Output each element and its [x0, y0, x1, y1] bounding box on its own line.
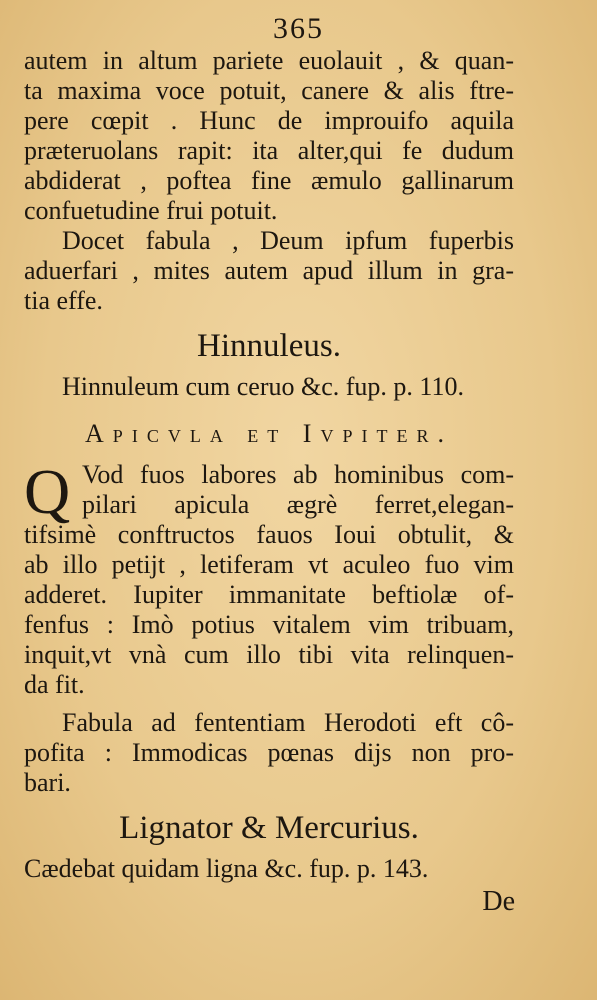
page-number: 365: [273, 12, 324, 45]
text-line: autem in altum pariete euolauit , & quan-: [24, 46, 514, 75]
text-line: da fit.: [24, 670, 85, 699]
moral-paragraph: [24, 708, 514, 798]
text-line: confuetudine frui potuit.: [24, 196, 278, 225]
text-line: fenfus : Imò potius vitalem vim tribuam,: [24, 610, 514, 639]
text-line: ab illo petijt , letiferam vt aculeo fuo vim: [24, 550, 514, 579]
text-line: pere cœpit . Hunc de improuifo aquila: [24, 106, 514, 135]
text-line: abdiderat , poftea fine æmulo gallinarum: [24, 166, 514, 195]
cross-reference: Cædebat quidam ligna &c. fup. p. 143.: [24, 854, 429, 883]
text-line: bari.: [24, 768, 71, 797]
text-line: inquit,vt vnà cum illo tibi vita relinquen-: [24, 640, 514, 669]
fable-title-hinnuleus: Hinnuleus.: [197, 328, 341, 364]
catchword: De: [482, 886, 515, 917]
text-line: adderet. Iupiter immanitate beftiolæ of-: [24, 580, 514, 609]
text-line: Docet fabula , Deum ipfum fuperbis: [62, 226, 514, 255]
fable-title-lignator: Lignator & Mercurius.: [119, 810, 419, 846]
fable-paragraph: [24, 456, 514, 700]
text-line: pofita : Immodicas pœnas dijs non pro-: [24, 738, 514, 767]
page-body: [24, 46, 514, 884]
spacer: [24, 700, 514, 708]
text-line: Fabula ad fententiam Herodoti eft cô-: [62, 708, 514, 737]
text-line: pilari apicula ægrè ferret,elegan-: [82, 490, 514, 519]
text-line: præteruolans rapit: ita alter,qui fe dudum: [24, 136, 514, 165]
text-line: tifsimè conftructos fauos Ioui obtulit, &: [24, 520, 514, 549]
cross-reference: Hinnuleum cum ceruo &c. fup. p. 110.: [62, 372, 464, 401]
paragraph-continuation: [24, 46, 514, 226]
text-line: tia effe.: [24, 286, 103, 315]
drop-cap: Q: [24, 456, 71, 527]
text-line: ta maxima voce potuit, canere & alis ftre-: [24, 76, 514, 105]
text-line: aduerfari , mites autem apud illum in gra-: [24, 256, 514, 285]
text-line: Vod fuos labores ab hominibus com-: [82, 460, 514, 489]
fable-title-apicula: Apicvla et Ivpiter.: [85, 419, 453, 448]
moral-paragraph: [24, 226, 514, 316]
